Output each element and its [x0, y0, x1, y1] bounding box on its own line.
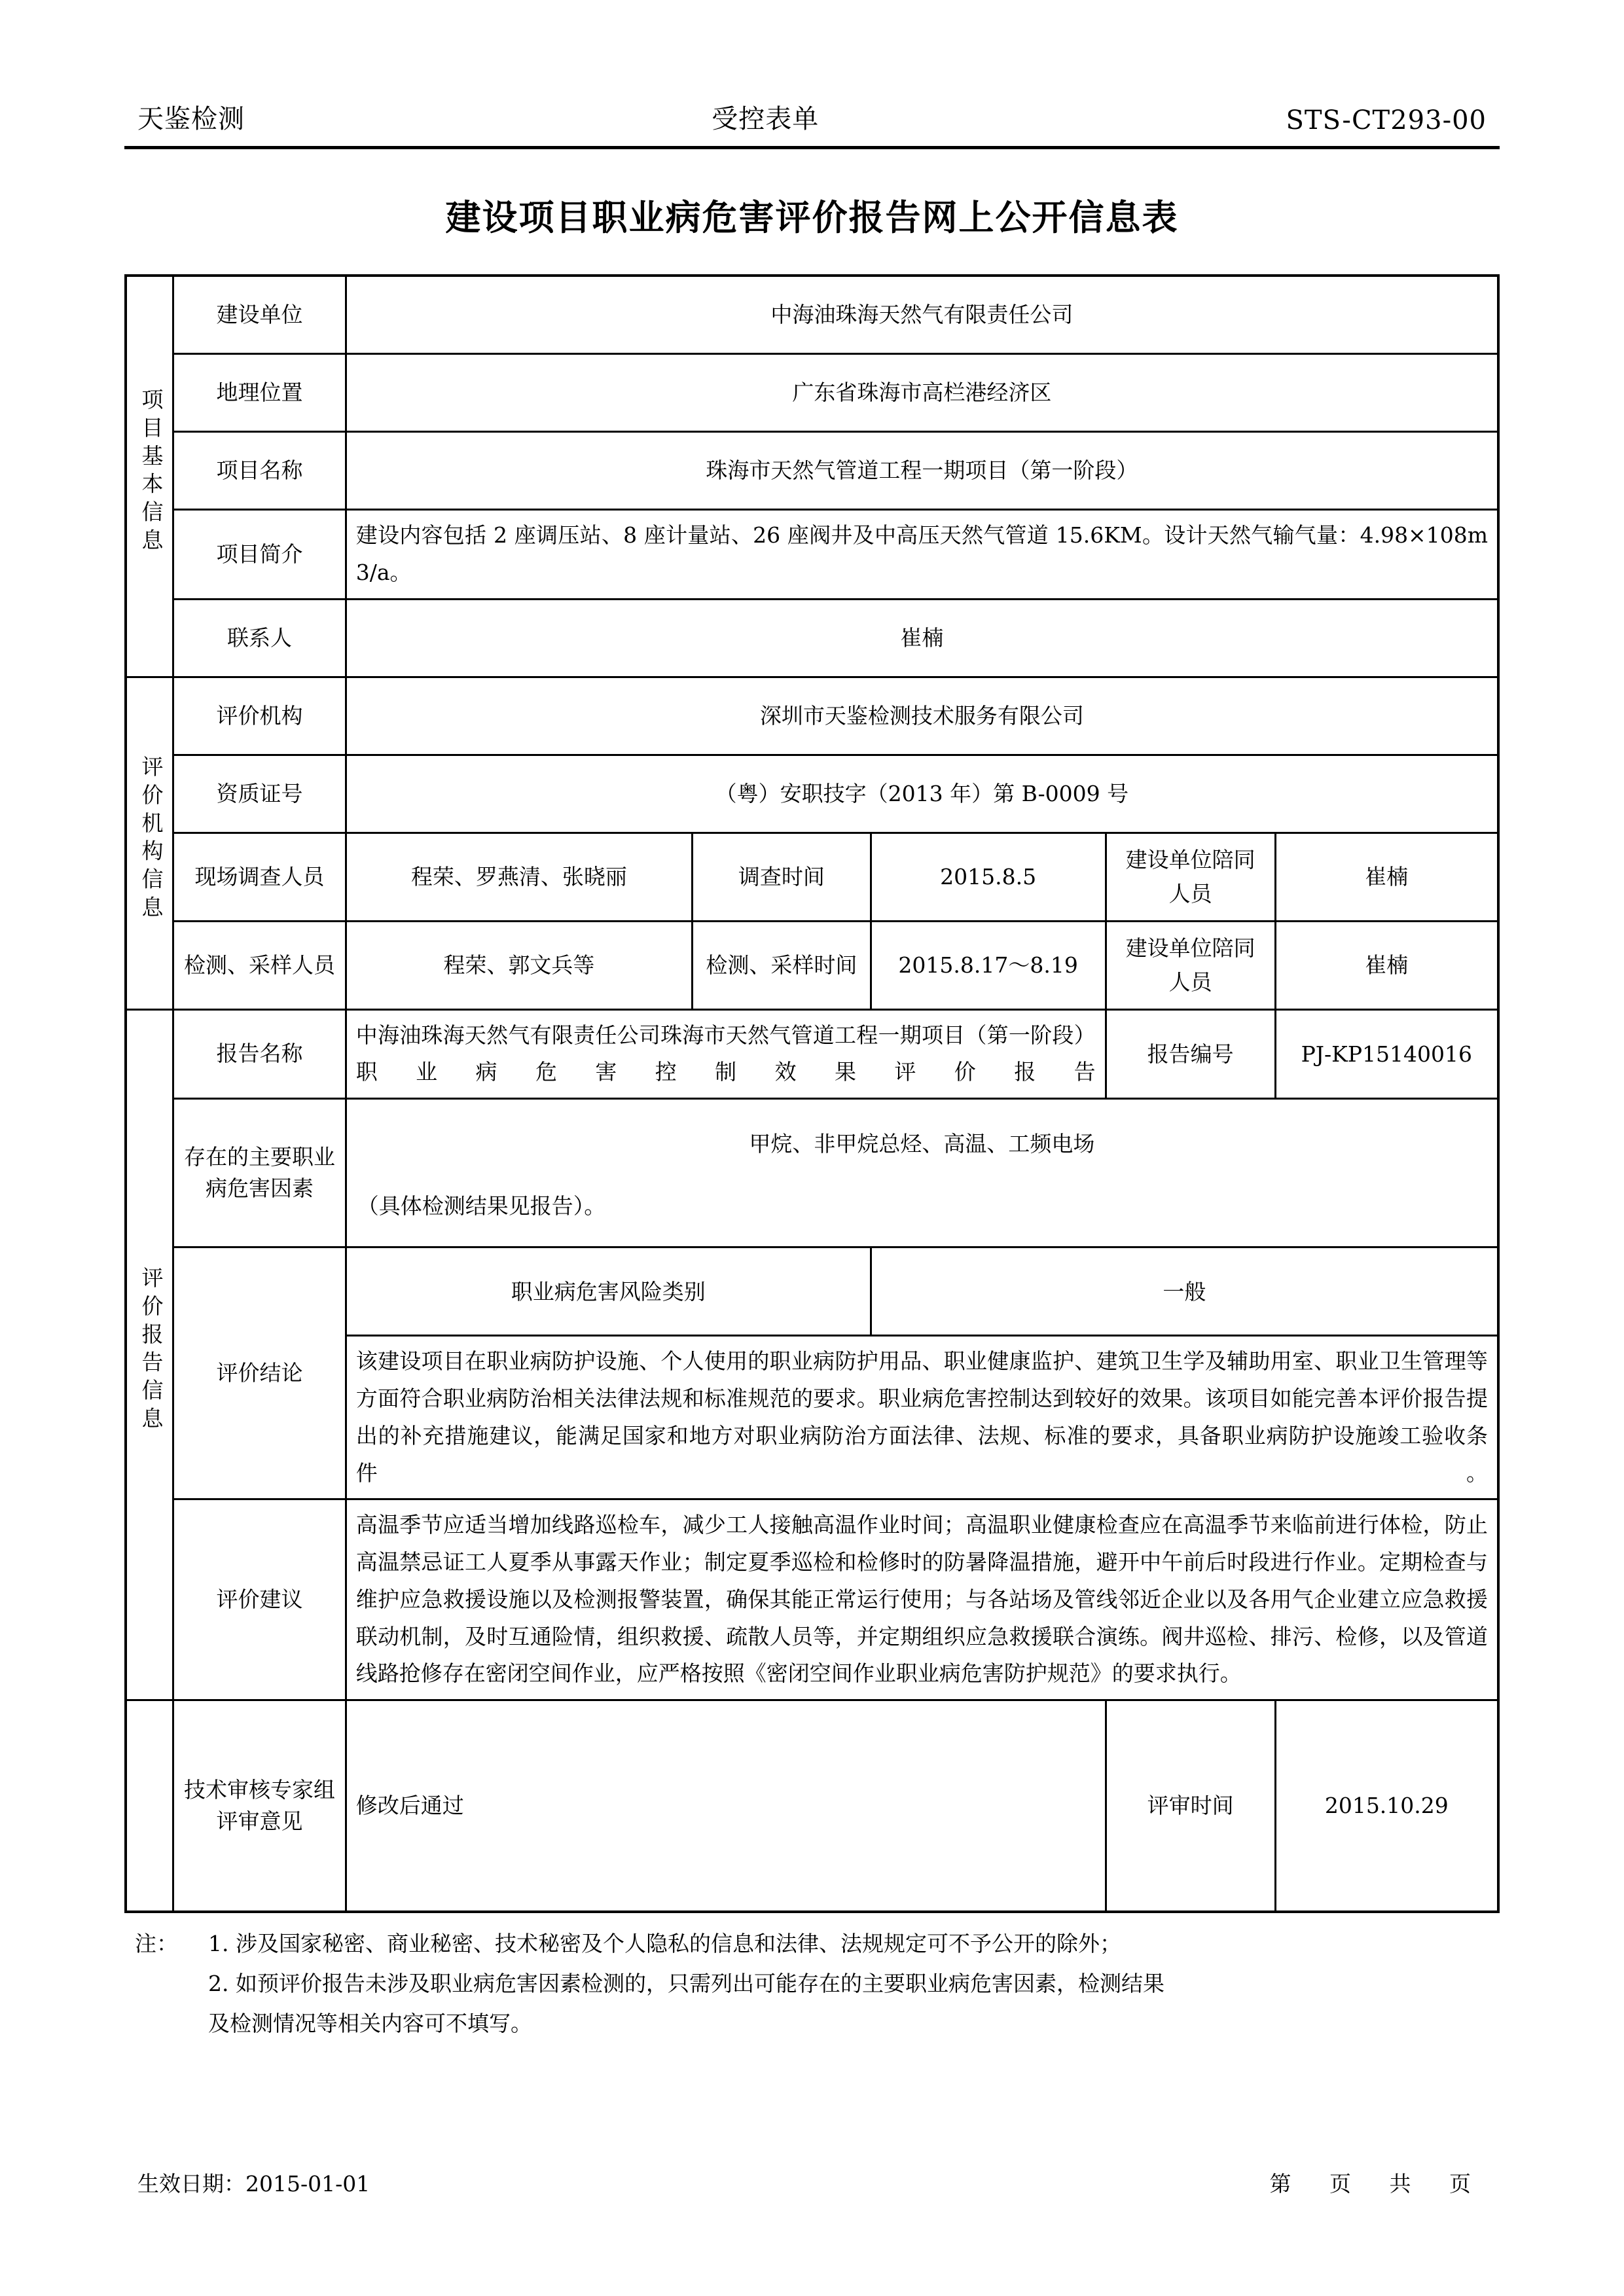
page-title: 建设项目职业病危害评价报告网上公开信息表	[445, 197, 1179, 238]
table-row	[126, 1099, 1498, 1247]
value-agency: 深圳市天鉴检测技术服务有限公司	[346, 677, 1498, 755]
table-row	[126, 276, 1498, 354]
table-row	[126, 1009, 1498, 1099]
value-location: 广东省珠海市高栏港经济区	[346, 354, 1498, 432]
effective-date: 生效日期：2015-01-01	[137, 2171, 370, 2197]
row-label-report-number: 报告编号	[1106, 1009, 1275, 1099]
information-table	[124, 274, 1500, 1913]
value-survey-personnel: 程荣、罗燕清、张晓丽	[346, 833, 692, 921]
value-survey-time: 2015.8.5	[871, 833, 1106, 921]
document-footer	[124, 2167, 1500, 2198]
value-project-name: 珠海市天然气管道工程一期项目（第一阶段）	[346, 432, 1498, 510]
value-sampling-time: 2015.8.17～8.19	[871, 921, 1106, 1009]
value-sampling-personnel: 程荣、郭文兵等	[346, 921, 692, 1009]
table-row	[126, 1499, 1498, 1700]
value-technical-review: 修改后通过	[346, 1700, 1106, 1912]
value-project-brief: 建设内容包括 2 座调压站、8 座计量站、26 座阀井及中高压天然气管道 15.6KM。设计天然气输气量：4.98×108m3/a。	[346, 510, 1498, 600]
row-label-agency: 评价机构	[173, 677, 346, 755]
notes-block	[124, 1924, 1500, 2043]
row-label-advice: 评价建议	[173, 1499, 346, 1700]
page-unit-current: 页	[1329, 2171, 1351, 2197]
row-label-project-name: 项目名称	[173, 432, 346, 510]
note-1-text: 1. 涉及国家秘密、商业秘密、技术秘密及个人隐私的信息和法律、法规规定可不予公开的除外；	[208, 1931, 1121, 1957]
row-label-sampling-personnel: 检测、采样人员	[173, 921, 346, 1009]
row-label-construction-unit: 建设单位	[173, 276, 346, 354]
row-label-project-brief: 项目简介	[173, 510, 346, 600]
header-divider	[124, 146, 1500, 149]
table-row	[126, 755, 1498, 833]
section-label-text: 评价报告信息	[138, 1266, 164, 1435]
page-total-prefix: 共	[1389, 2171, 1411, 2197]
table-row	[126, 1247, 1498, 1336]
value-construction-unit: 中海油珠海天然气有限责任公司	[346, 276, 1498, 354]
row-label-conclusion: 评价结论	[173, 1247, 346, 1499]
page-prefix: 第	[1269, 2171, 1291, 2197]
value-review-time: 2015.10.29	[1275, 1700, 1498, 1912]
header-form-type: 受控表单	[712, 104, 820, 134]
row-label-risk-category: 职业病危害风险类别	[346, 1247, 871, 1336]
table-row	[126, 599, 1498, 677]
value-survey-accompany: 崔楠	[1275, 833, 1498, 921]
row-label-survey-time: 调查时间	[693, 833, 871, 921]
table-row	[126, 1700, 1498, 1912]
note-item-2	[135, 1964, 1500, 2003]
page-unit-total: 页	[1449, 2171, 1471, 2197]
row-label-location: 地理位置	[173, 354, 346, 432]
row-label-survey-accompany: 建设单位陪同人员	[1106, 833, 1275, 921]
row-label-sampling-accompany: 建设单位陪同人员	[1106, 921, 1275, 1009]
note-2-continuation: 及检测情况等相关内容可不填写。	[208, 2011, 532, 2037]
row-label-survey-personnel: 现场调查人员	[173, 833, 346, 921]
value-hazard-note: （具体检测结果见报告）。	[357, 1193, 606, 1219]
section-label-agency	[126, 677, 173, 1009]
table-row	[126, 432, 1498, 510]
row-label-sampling-time: 检测、采样时间	[693, 921, 871, 1009]
row-label-contact: 联系人	[173, 599, 346, 677]
note-item-1	[135, 1924, 1500, 1964]
section-label-text: 项目基本信息	[138, 388, 164, 557]
table-row	[126, 677, 1498, 755]
value-report-number: PJ-KP15140016	[1275, 1009, 1498, 1099]
section-label-report	[126, 1009, 173, 1700]
value-conclusion: 该建设项目在职业病防护设施、个人使用的职业病防护用品、职业健康监护、建筑卫生学及辅助用室、职业卫生管理等方面符合职业病防治相关法律法规和标准规范的要求。职业病危害控制达到较好的效果。该项目如能完善本评价报告提出的补充措施建议，能满足国家和地方对职业病防治方面法律、法规、标准的要求，具备职业病防护设施竣工验收条件。	[346, 1336, 1498, 1499]
table-row	[126, 921, 1498, 1009]
value-certificate: （粤）安职技字（2013 年）第 B-0009 号	[346, 755, 1498, 833]
note-2-text: 2. 如预评价报告未涉及职业病危害因素检测的，只需列出可能存在的主要职业病危害因素，检测结果	[208, 1971, 1164, 1997]
row-label-report-name: 报告名称	[173, 1009, 346, 1099]
table-row	[126, 354, 1498, 432]
page-number	[1254, 2167, 1487, 2198]
header-form-code: STS-CT293-00	[1286, 105, 1487, 135]
notes-lead-label: 注：	[135, 1931, 178, 1957]
value-report-name: 中海油珠海天然气有限责任公司珠海市天然气管道工程一期项目（第一阶段）职业病危害控制效果评价报告	[346, 1009, 1106, 1099]
value-sampling-accompany: 崔楠	[1275, 921, 1498, 1009]
row-label-review-time: 评审时间	[1106, 1700, 1275, 1912]
value-hazard-factors: 甲烷、非甲烷总烃、高温、工频电场	[749, 1131, 1095, 1157]
header-company: 天鉴检测	[137, 104, 245, 134]
table-row	[126, 510, 1498, 600]
value-risk-category: 一般	[871, 1247, 1498, 1336]
row-label-hazard-factors: 存在的主要职业病危害因素	[173, 1099, 346, 1247]
row-label-certificate: 资质证号	[173, 755, 346, 833]
value-hazard-factors-cell	[346, 1099, 1498, 1247]
section-label-project-basic	[126, 276, 173, 677]
section-label-text: 评价机构信息	[138, 755, 164, 924]
value-advice: 高温季节应适当增加线路巡检车，减少工人接触高温作业时间；高温职业健康检查应在高温季节来临前进行体检，防止高温禁忌证工人夏季从事露天作业；制定夏季巡检和检修时的防暑降温措施，避开中午前后时段进行作业。定期检查与维护应急救援设施以及检测报警装置，确保其能正常运行使用；与各站场及管线邻近企业以及各用气企业建立应急救援联动机制，及时互通险情，组织救援、疏散人员等，并定期组织应急救援联合演练。阀井巡检、排污、检修，以及管道线路抢修存在密闭空间作业，应严格按照《密闭空间作业职业病危害防护规范》的要求执行。	[346, 1499, 1498, 1700]
section-label-report-spacer	[126, 1700, 173, 1912]
row-label-technical-review: 技术审核专家组评审意见	[173, 1700, 346, 1912]
value-contact: 崔楠	[346, 599, 1498, 677]
document-header	[124, 98, 1500, 146]
table-row	[126, 833, 1498, 921]
